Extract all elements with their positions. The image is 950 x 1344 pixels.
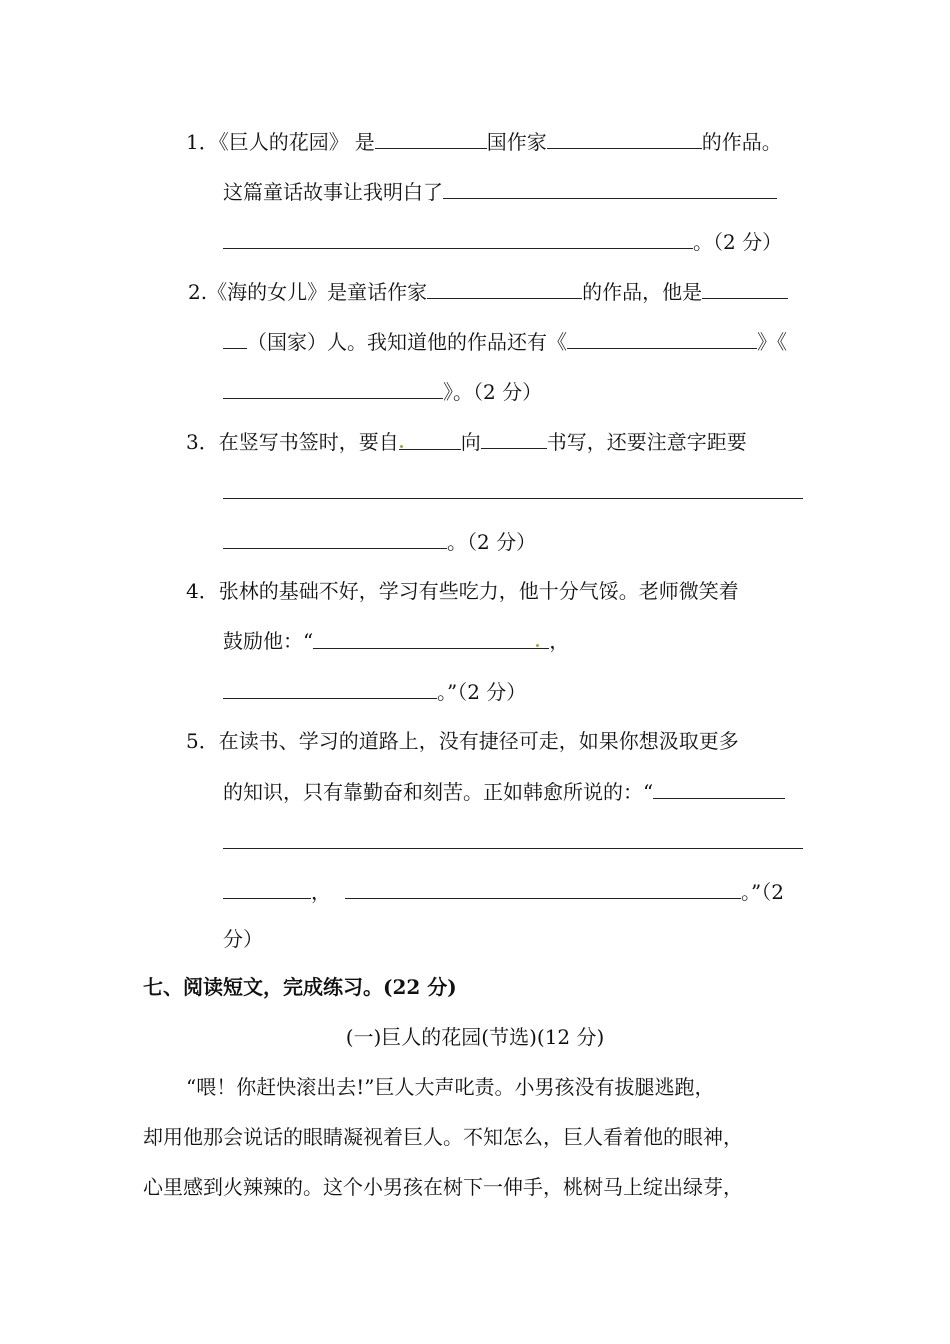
ink-dot [536, 644, 539, 647]
q1-lesson-blank-1[interactable] [443, 178, 777, 199]
q2-author-blank[interactable] [427, 278, 582, 299]
q5-text2: 的知识，只有靠勤奋和刻苦。正如韩愈所说的：“ [223, 780, 654, 804]
q3-direction-blank-2[interactable] [481, 428, 547, 449]
q4-line1 [186, 578, 739, 604]
q5-line2 [223, 778, 785, 805]
q4-encourage-blank-2[interactable] [223, 678, 437, 699]
q1-line3 [223, 228, 782, 255]
q4-score: 。”（2 分） [437, 680, 527, 704]
q5-line3 [223, 828, 803, 855]
q5-line4 [223, 878, 784, 905]
q1-line2 [223, 178, 777, 205]
q4-comma: ， [549, 629, 570, 653]
q3-text2: 向 [460, 430, 481, 454]
q1-line2-text: 这篇童话故事让我明白了 [223, 180, 443, 204]
q5-line1 [186, 728, 739, 754]
q2-text2: 的作品，他是 [582, 280, 703, 304]
q2-number: 2. [188, 280, 208, 304]
q2-text3: （国家）人。我知道他的作品还有《 [247, 330, 567, 354]
q3-text3: 书写，还要注意字距要 [546, 430, 747, 454]
passage-line-1: “喂！你赶快滚出去!”巨人大声叱责。小男孩没有拔腿逃跑， [186, 1075, 715, 1099]
q5-quote-blank-4[interactable] [345, 878, 741, 899]
section7-subheading: (一)巨人的花园(节选)(12 分) [345, 1025, 605, 1049]
q5-quote-blank-1[interactable] [653, 778, 785, 799]
q5-quote-blank-2[interactable] [223, 828, 803, 849]
q2-line1 [188, 278, 788, 305]
q4-line3 [223, 678, 526, 705]
q3-line3 [223, 528, 536, 555]
q3-direction-blank-1[interactable] [399, 429, 461, 450]
q1-score: 。（2 分） [693, 230, 783, 254]
q5-comma: ， [311, 880, 331, 904]
q1-work-suffix: 的作品。 [701, 130, 782, 154]
q2-score: 》。（2 分） [443, 380, 543, 404]
q4-number: 4． [186, 579, 219, 603]
q4-text1: 张林的基础不好，学习有些吃力，他十分气馁。老师微笑着 [218, 579, 739, 603]
q3-text1: 在竖写书签时，要自 [218, 430, 399, 454]
q5-end: 。”（2 [741, 880, 784, 904]
ink-dot [400, 445, 403, 448]
q3-line2 [223, 478, 803, 505]
q1-lesson-blank-2[interactable] [223, 228, 693, 249]
q3-score: 。（2 分） [447, 530, 537, 554]
passage-line-3: 心里感到火辣辣的。这个小男孩在树下一伸手，桃树马上绽出绿芽， [143, 1175, 743, 1199]
q1-title: 《巨人的花园》 [218, 130, 349, 154]
q1-number: 1． [186, 130, 219, 154]
q3-line1 [186, 428, 747, 455]
q2-text4: 》《 [757, 330, 787, 354]
q2-work-blank-2[interactable] [223, 378, 443, 399]
q5-quote-blank-3[interactable] [223, 878, 311, 899]
q2-line3 [223, 378, 542, 405]
q4-encourage-blank-1[interactable] [313, 628, 549, 649]
q2-work-blank-1[interactable] [567, 328, 757, 349]
q1-line1 [186, 128, 782, 155]
q3-spacing-blank-2[interactable] [223, 528, 447, 549]
q2-country-blank-2[interactable] [223, 328, 247, 349]
q4-text2: 鼓励他：“ [223, 629, 314, 653]
q1-country-suffix: 国作家 [486, 130, 547, 154]
q1-is: 是 [354, 130, 375, 154]
q3-spacing-blank-1[interactable] [223, 478, 803, 499]
passage-line-2: 却用他那会说话的眼睛凝视着巨人。不知怎么，巨人看着他的眼神， [143, 1125, 743, 1149]
q1-country-blank[interactable] [375, 128, 487, 149]
q2-country-blank-1[interactable] [702, 278, 788, 299]
q2-text1: 《海的女儿》是童话作家 [207, 280, 428, 304]
q4-line2 [223, 628, 569, 654]
section7-heading: 七、阅读短文，完成练习。(22 分) [143, 975, 457, 999]
q5-score-tail: 分） [223, 927, 263, 951]
q5-line5 [223, 926, 263, 952]
q5-text1: 在读书、学习的道路上，没有捷径可走，如果你想汲取更多 [218, 729, 739, 753]
q1-author-blank[interactable] [547, 128, 702, 149]
q2-line2 [223, 328, 787, 355]
q5-number: 5． [186, 729, 219, 753]
q3-number: 3． [186, 430, 219, 454]
